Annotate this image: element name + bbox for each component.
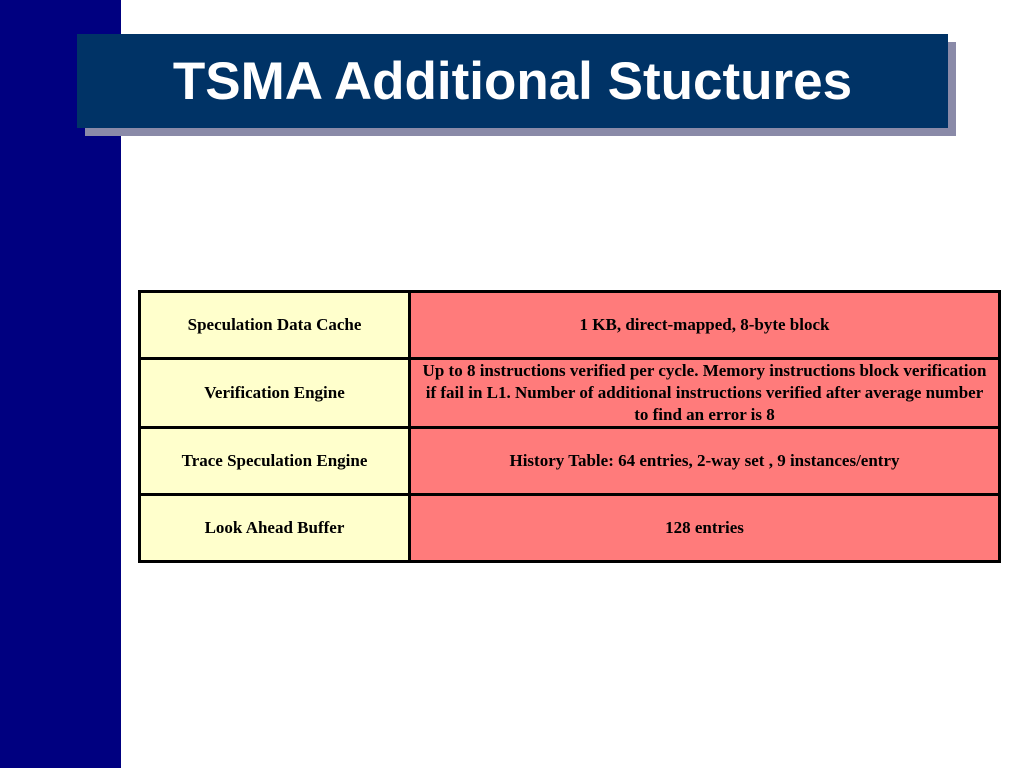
table-row bbox=[140, 292, 1000, 359]
slide-title: TSMA Additional Stuctures bbox=[172, 51, 853, 111]
structure-name-cell: Look Ahead Buffer bbox=[140, 495, 410, 562]
table-row bbox=[140, 495, 1000, 562]
structure-value-cell: Up to 8 instructions verified per cycle. Memory instructions block verification if fail in L1. Number of additional instructions verified after average number to find an error is 8 bbox=[410, 359, 1000, 428]
structure-value-cell: 1 KB, direct-mapped, 8-byte block bbox=[410, 292, 1000, 359]
structure-name-cell: Speculation Data Cache bbox=[140, 292, 410, 359]
structure-value-cell: History Table: 64 entries, 2-way set , 9 instances/entry bbox=[410, 428, 1000, 495]
table-row bbox=[140, 428, 1000, 495]
structure-name-cell: Verification Engine bbox=[140, 359, 410, 428]
table-row bbox=[140, 359, 1000, 428]
structures-table bbox=[138, 290, 1001, 563]
structure-value-cell: 128 entries bbox=[410, 495, 1000, 562]
title-banner bbox=[77, 34, 948, 128]
structure-name-cell: Trace Speculation Engine bbox=[140, 428, 410, 495]
